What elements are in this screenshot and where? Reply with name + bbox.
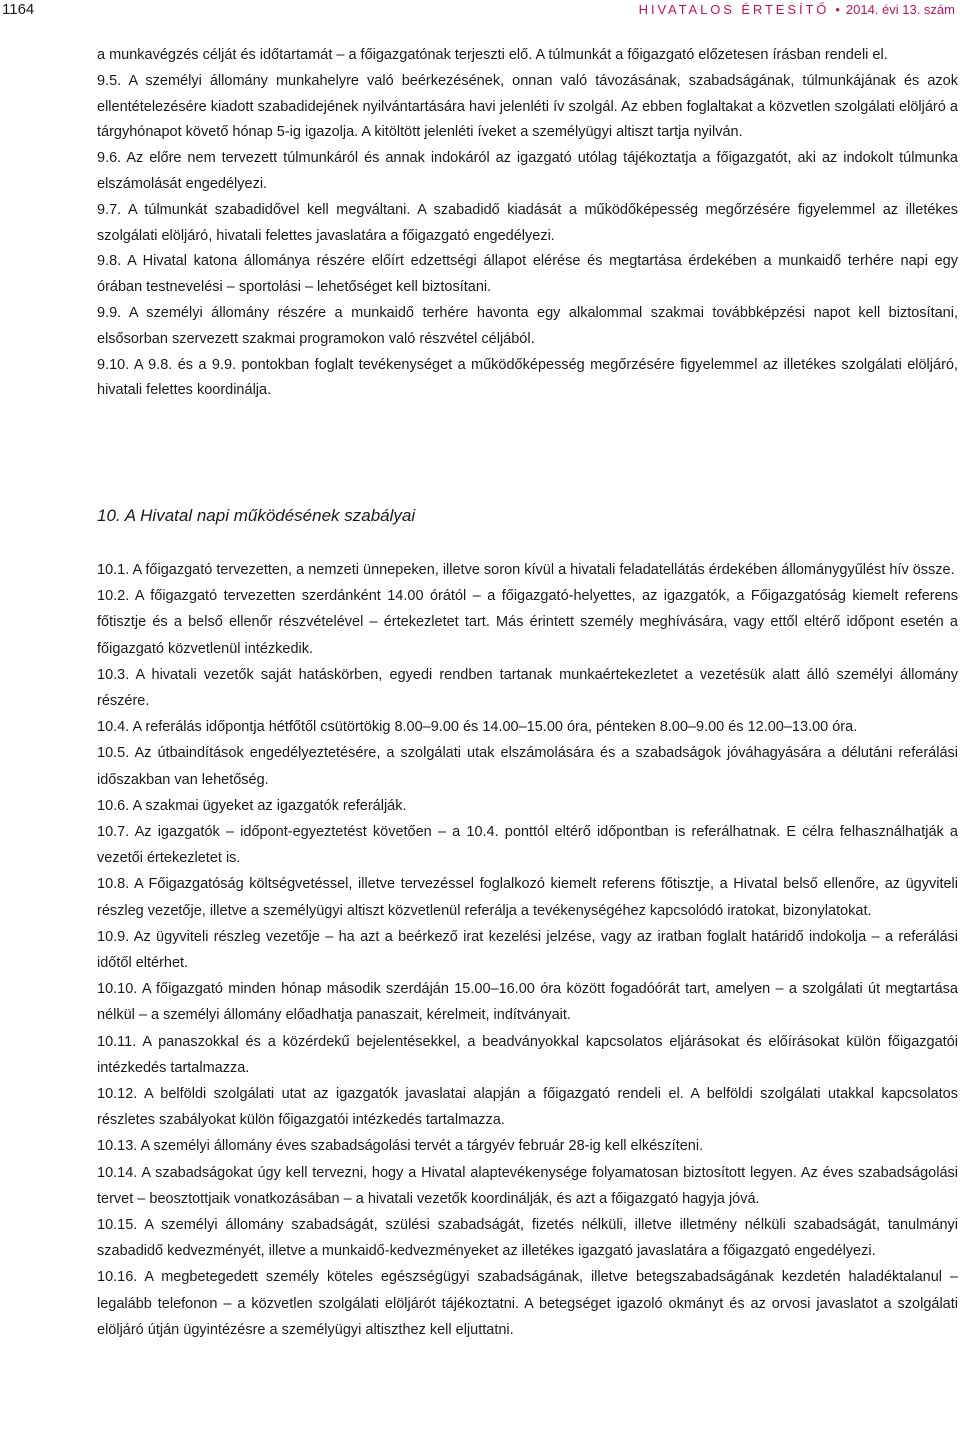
paragraph-10-5: 10.5. Az útbaindítások engedélyeztetésére, a szolgálati utak elszámolására és a szabadságok jóváhagyására a délutáni referálási időszakban van lehetőség. [97, 745, 958, 788]
paragraph-9-7: 9.7. A túlmunkát szabadidővel kell megváltani. A szabadidő kiadását a működőképesség megőrzésére figyelemmel az illetékes szolgálati elöljáró, hivatali felettes javaslatára a főigazgató engedélyezi. [97, 201, 958, 244]
paragraph-10-1: 10.1. A főigazgató tervezetten, a nemzeti ünnepeken, illetve soron kívül a hivatali feladatellátás érdekében állománygyűlést hív össze. [97, 562, 955, 578]
paragraph-9-5: 9.5. A személyi állomány munkahelyre való beérkezésének, onnan való távozásának, szabadságának, túlmunkájának és azok ellentételezésére kiadott szabadidejének nyilvántartására havi jelenléti ív szolgál. Az ebben foglaltakat a közvetlen szolgálati elöljáró a tárgyhónapot követő hónap 5-ig igazolja. A kitöltött jelenléti íveket a személyügyi altiszt tartja nyilván. [97, 72, 958, 141]
page-header [0, 0, 960, 28]
paragraph-10-12: 10.12. A belföldi szolgálati utat az igazgatók javaslatai alapján a főigazgató rendeli el. A belföldi szolgálati utakkal kapcsolatos részletes szabályokat külön főigazgatói intézkedés tartalmazza. [97, 1086, 958, 1129]
paragraph-10-6: 10.6. A szakmai ügyeket az igazgatók referálják. [97, 797, 407, 814]
separator-bullet: • [835, 2, 840, 17]
paragraph-10-2: 10.2. A főigazgató tervezetten szerdánként 14.00 órától – a főigazgató-helyettes, az igazgatók, a Főigazgatóság kiemelt referens főtisztje és a belső ellenőr részvételével – értekezletet tart. Más érintett személy meghívására, vagy ettől eltérő időpont esetén a főigazgató közvetlenül intézkedik. [97, 588, 958, 657]
section-10-body [97, 557, 958, 1343]
paragraph-10-11: 10.11. A panaszokkal és a közérdekű bejelentésekkel, a beadványokkal kapcsolatos eljárásokat és előírásokat külön főigazgatói intézkedés tartalmazza. [97, 1033, 958, 1076]
paragraph-10-4: 10.4. A referálás időpontja hétfőtől csütörtökig 8.00–9.00 és 14.00–15.00 óra, pénteken 8.00–9.00 és 12.00–13.00 óra. [97, 719, 858, 736]
running-head [639, 2, 955, 17]
paragraph-10-13: 10.13. A személyi állomány éves szabadságolási tervét a tárgyév február 28-ig kell elkészíteni. [97, 1138, 704, 1155]
paragraph-9-9: 9.9. A személyi állomány részére a munkaidő terhére havonta egy alkalommal szakmai továbbképzési napot kell biztosítani, elsősorban szervezett szakmai programokon való részvétel céljából. [97, 304, 958, 347]
paragraph-9-6: 9.6. Az előre nem tervezett túlmunkáról és annak indokáról az igazgató utólag tájékoztatja a főigazgatót, aki az indokolt túlmunka elszámolását engedélyezi. [97, 150, 958, 192]
gazette-title: HIVATALOS ÉRTESÍTŐ [638, 2, 830, 17]
paragraph-10-10: 10.10. A főigazgató minden hónap második szerdáján 15.00–16.00 óra között fogadóórát tart, amelyen – a szolgálati út megtartása nélkül – a személyi állomány előadhatja panaszait, kérelmeit, indítványait. [97, 981, 958, 1024]
paragraph-10-3: 10.3. A hivatali vezetők saját hatáskörben, egyedi rendben tartanak munkaértekezletet a vezetésük alatt álló személyi állomány részére. [97, 666, 958, 710]
section-10-heading: 10. A Hivatal napi működésének szabályai [97, 506, 416, 525]
paragraph-10-9: 10.9. Az ügyviteli részleg vezetője – ha azt a beérkező irat kezelési jelzése, vagy az iratban foglalt határidő indokolja – a referálási időtől eltérhet. [97, 928, 958, 972]
paragraph-10-16: 10.16. A megbetegedett személy köteles egészségügyi szabadságának, illetve betegszabadságának kezdetén haladéktalanul – legalább telefonon – a közvetlen szolgálati elöljárót tájékoztatni. A betegséget igazoló okmányt és az orvosi javaslatot a szolgálati elöljáró útján ügyintézésre a személyügyi altiszthez kell eljuttatni. [97, 1269, 958, 1338]
paragraph-9-10: 9.10. A 9.8. és a 9.9. pontokban foglalt tevékenységet a működőképesség megőrzésére figyelemmel az illetékes szolgálati elöljáró, hivatali felettes koordinálja. [97, 356, 958, 399]
section-9-body [97, 43, 958, 404]
paragraph-10-15: 10.15. A személyi állomány szabadságát, szülési szabadságát, fizetés nélküli, illetve illetmény nélküli szabadságát, tanulmányi szabadidő kedvezményét, illetve a munkaidő-kedvezményeket az illetékes igazgató javaslatára a főigazgató engedélyezi. [97, 1217, 958, 1260]
paragraph-9-4-cont: a munkavégzés célját és időtartamát – a főigazgatónak terjeszti elő. A túlmunkát a főigazgató előzetesen írásban rendeli el. [97, 47, 888, 63]
paragraph-10-7: 10.7. Az igazgatók – időpont-egyeztetést követően – a 10.4. ponttól eltérő időpontban is referálhatnak. E célra felhasználhatják a vezetői értekezletet is. [97, 824, 958, 867]
paragraph-10-14: 10.14. A szabadságokat úgy kell tervezni, hogy a Hivatal alaptevékenysége folyamatosan biztosított legyen. Az éves szabadságolási tervet – beosztottjaik vonatkozásában – a hivatali vezetők koordinálják, és azt a főigazgató hagyja jóvá. [97, 1164, 958, 1207]
paragraph-9-8: 9.8. A Hivatal katona állománya részére előírt edzettségi állapot elérése és megtartása érdekében a munkaidő terhére napi egy órában testnevelési – sportolási – lehetőséget kell biztosítani. [97, 253, 958, 296]
issue-number: 2014. évi 13. szám [845, 2, 955, 17]
paragraph-10-8: 10.8. A Főigazgatóság költségvetéssel, illetve tervezéssel foglalkozó kiemelt referens főtisztje, a Hivatal belső ellenőre, az ügyviteli részleg vezetője, illetve a személyügyi altiszt közvetlenül referálja a tevékenységéhez kapcsolódó iratokat, bizonylatokat. [97, 876, 958, 919]
page-number: 1164 [2, 1, 35, 18]
